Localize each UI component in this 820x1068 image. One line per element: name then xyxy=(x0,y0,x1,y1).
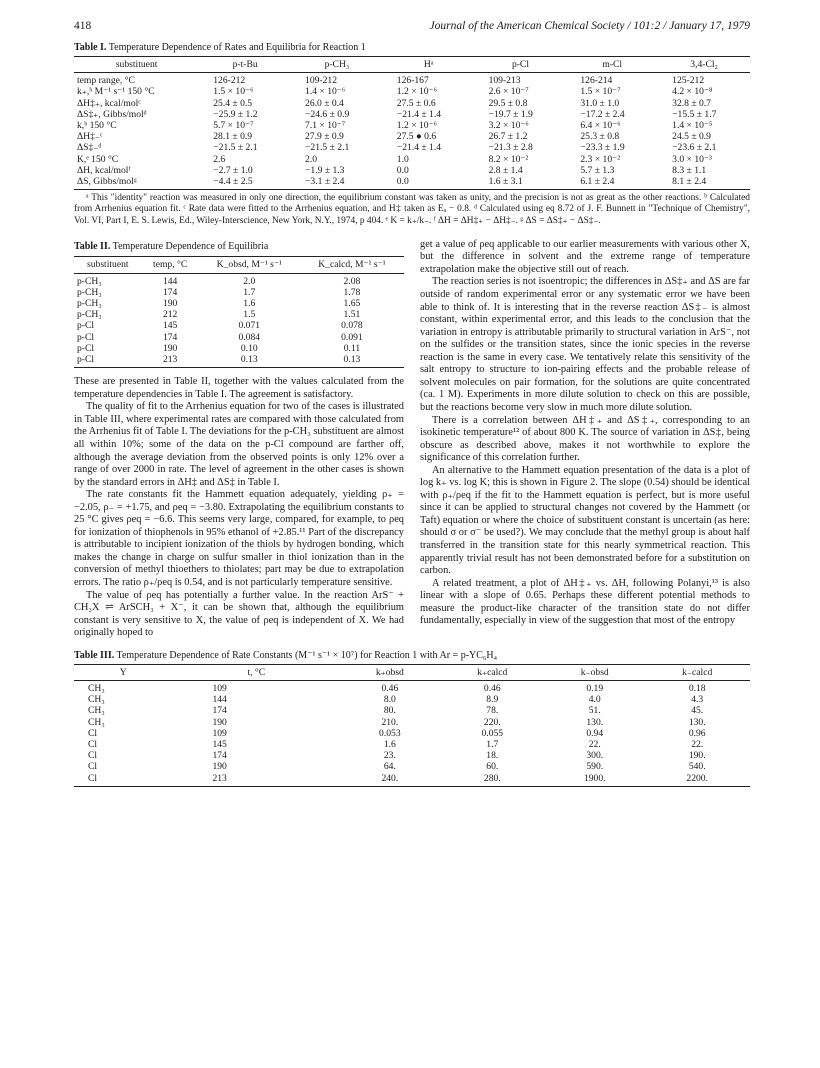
table1-cell: K,ᵉ 150 °C xyxy=(77,153,119,165)
table3-cell: 0.18 xyxy=(688,682,706,694)
table1-cell: 2.0 xyxy=(305,153,318,165)
right-column xyxy=(420,239,750,640)
table2-cell: 0.13 xyxy=(300,354,404,368)
table2-caption xyxy=(74,241,404,254)
table2-row xyxy=(74,287,404,298)
table3-cell: Cl xyxy=(74,773,172,787)
table1-cell: 1.4 × 10⁻⁵ xyxy=(672,120,713,132)
table2-row xyxy=(74,309,404,320)
table3-title: Temperature Dependence of Rate Constants (M⁻¹ s⁻¹ × 10⁷) for Reaction 1 with Ar = p-YC₆H₄ xyxy=(116,649,498,661)
table3-cell: 145 xyxy=(212,738,227,750)
table1-column-header: substituent xyxy=(74,57,199,73)
table1-cell: 4.2 × 10⁻⁸ xyxy=(672,86,713,98)
table1-cell: 8.1 ± 2.4 xyxy=(658,176,750,190)
table1-footnote: ᵃ This "identity" reaction was measured in only one direction, the equilibrium constant was taken as unity, and the precision is not as great as the other reactions. ᵇ Calculated from Arrhenius equation fit. ᶜ Rate data were fitted to the Arrhenius equation, and H‡ taken as Eₐ − 0.8. ᵈ Calculated using eq 8.72 of J. F. Bunnett in "Technique of Chemistry", Vol. VI, Part I, E. S. Lewis, Ed., Wiley-Interscience, New York, N.Y., 1974, p 404. ᵉ K = k₊/k₋. ᶠ ΔH = ΔH‡₊ − ΔH‡₋. ᵍ ΔS = ΔS‡₊ − ΔS‡₋. xyxy=(74,193,750,226)
table1-cell: 1.2 × 10⁻⁶ xyxy=(396,120,437,132)
table3-cell: 1.7 xyxy=(486,738,499,750)
table3-cell: 210. xyxy=(381,716,399,728)
table3-cell: 190 xyxy=(212,716,227,728)
table3-label: Table III. xyxy=(74,649,115,661)
table1-cell: k₊,ᵇ M⁻¹ s⁻¹ 150 °C xyxy=(77,86,155,98)
table3-row xyxy=(74,750,750,761)
table1-cell: −2.7 ± 1.0 xyxy=(213,164,253,176)
table3-column-header: Y xyxy=(74,664,172,680)
table3-cell: 8.0 xyxy=(383,694,396,706)
table1-cell: 3.2 × 10⁻⁶ xyxy=(488,120,529,132)
table1-cell: 26.0 ± 0.4 xyxy=(305,97,344,109)
table3-cell: 130. xyxy=(586,716,604,728)
table2-cell: 174 xyxy=(162,331,178,343)
table3-caption xyxy=(74,650,750,661)
table1-cell: 27.5 ● 0.6 xyxy=(396,131,437,143)
table1-cell: 3.0 × 10⁻³ xyxy=(672,153,712,165)
paragraph: There is a correlation between ΔH‡₊ and ΔS‡₊, corresponding to an isokinetic temperature¹² of about 800 K. The source of variation in ΔS‡, being obscure as described above, makes it not worthwhile to explore the significance of this correlation further. xyxy=(420,414,750,464)
table2-cell: 0.071 xyxy=(238,320,261,332)
table3-cell: CH₃ xyxy=(88,705,105,717)
table2-title: Temperature Dependence of Equilibria xyxy=(112,240,269,252)
table2-cell: 1.78 xyxy=(343,286,361,298)
table1-row xyxy=(74,86,750,97)
table1-row xyxy=(74,98,750,109)
paragraph: The value of ρeq has potentially a further value. In the reaction ArS⁻ + CH₃X ⇌ ArSCH₃ + X⁻, it can be shown that, although the equilibrium constant is very sensitive to X, the value of ρeq is independent of X. We had originally hoped to xyxy=(74,589,404,639)
table1-cell: −21.4 ± 1.4 xyxy=(396,108,442,120)
table3-block xyxy=(74,650,750,787)
table3-cell: Cl xyxy=(88,750,98,762)
table3-cell: 130. xyxy=(688,716,706,728)
table1-column-header: p-CH₃ xyxy=(291,57,383,73)
table1-cell: 26.7 ± 1.2 xyxy=(488,131,528,143)
table1-cell: 29.5 ± 0.8 xyxy=(488,97,528,109)
table1-cell: −21.5 ± 2.1 xyxy=(305,142,350,154)
table2-cell: 1.7 xyxy=(243,286,256,298)
table1-cell: 25.3 ± 0.8 xyxy=(580,131,620,143)
table3-row xyxy=(74,680,750,694)
table1-caption xyxy=(74,42,750,53)
table1-cell: −4.4 ± 2.5 xyxy=(199,176,291,190)
table2-row xyxy=(74,320,404,331)
paragraph: The rate constants fit the Hammett equation adequately, yielding ρ₊ = −2.05, ρ₋ = +1.75, and ρeq = −3.80. Extrapolating the equilibrium constants to 25 °C gives ρeq = −6.6. This seems very large, compared, for example, to ρeq for ionization of thiophenols in 95% ethanol of +2.85.¹¹ Part of the discrepancy is attributable to incipient ionization of the thiols by hydrogen bonding, which makes the change in charge on sulfur smaller in thiol ionization than in the conversion of methyl thioethers to thiolates; part may be due to extrapolation errors. The ratio ρ₊/ρeq is 0.54, and is not particularly temperature sensitive. xyxy=(74,489,404,588)
table1-cell: 2.3 × 10⁻² xyxy=(580,153,621,165)
page-number: 418 xyxy=(74,20,92,32)
table1 xyxy=(74,56,750,190)
table3-cell: 300. xyxy=(586,750,604,762)
table1-cell: ΔH‡₊, kcal/molᶜ xyxy=(77,97,141,109)
table1-row xyxy=(74,176,750,190)
table2-cell: 1.5 xyxy=(243,309,256,321)
table3-cell: 22. xyxy=(691,738,704,750)
table2-cell: 2.08 xyxy=(343,275,361,287)
table1-cell: −23.3 ± 1.9 xyxy=(580,142,625,154)
table1-cell: 31.0 ± 1.0 xyxy=(580,97,620,109)
table3-column-header: k₋calcd xyxy=(644,664,750,680)
table3-cell: 23. xyxy=(383,750,396,762)
table1-cell: 126-212 xyxy=(213,75,246,87)
table1-cell: 2.8 ± 1.4 xyxy=(488,164,523,176)
table1-cell: 0.0 xyxy=(383,176,475,190)
table1-cell: −17.2 ± 2.4 xyxy=(580,108,625,120)
table3-cell: Cl xyxy=(88,761,98,773)
table3-cell: 220. xyxy=(483,716,501,728)
table3-cell: CH₃ xyxy=(88,682,105,694)
table2-column-header: K_calcd, M⁻¹ s⁻¹ xyxy=(300,257,404,273)
table1-cell: −21.5 ± 2.1 xyxy=(213,142,258,154)
table1-cell: 1.5 × 10⁻⁶ xyxy=(213,86,254,98)
table1-row xyxy=(74,73,750,87)
paragraph: These are presented in Table II, together with the values calculated from the temperature dependencies in Table I. The agreement is satisfactory. xyxy=(74,376,404,400)
table3-column-header: k₊obsd xyxy=(340,664,439,680)
table3-cell: 0.96 xyxy=(688,727,706,739)
table2-cell: 1.65 xyxy=(343,298,361,309)
table1-cell: −3.1 ± 2.4 xyxy=(291,176,383,190)
table3-cell: 18. xyxy=(486,750,499,762)
table3-row xyxy=(74,728,750,739)
table2-cell: 213 xyxy=(142,354,199,368)
table3-cell: 51. xyxy=(588,705,601,717)
table3-cell: 190. xyxy=(688,750,706,762)
table2-cell: 2.0 xyxy=(243,275,256,287)
left-column xyxy=(74,239,404,640)
table2-cell: 212 xyxy=(162,309,178,321)
table1-cell: −19.7 ± 1.9 xyxy=(488,108,533,120)
table3-cell: 1.6 xyxy=(383,738,396,750)
table1-cell: 1.5 × 10⁻⁷ xyxy=(580,86,621,98)
table3-cell: 80. xyxy=(383,705,396,717)
table3-row xyxy=(74,739,750,750)
table3-cell: 0.055 xyxy=(481,727,504,739)
table3 xyxy=(74,664,750,787)
table3-cell: 213 xyxy=(172,773,340,787)
table1-column-header: p-t-Bu xyxy=(199,57,291,73)
table3-header-row xyxy=(74,664,750,680)
table1-header-row xyxy=(74,57,750,73)
table3-cell: 0.053 xyxy=(379,727,401,739)
table2-cell: 145 xyxy=(162,320,178,332)
table1-cell: ΔS, Gibbs/molᵍ xyxy=(74,176,199,190)
table1-cell: temp range, °C xyxy=(77,75,135,87)
table3-cell: 109 xyxy=(212,682,227,694)
table1-column-header: Hᵃ xyxy=(383,57,475,73)
table1-cell: 6.4 × 10⁻⁶ xyxy=(580,120,621,132)
table3-cell: 60. xyxy=(486,761,499,773)
table2 xyxy=(74,256,404,368)
table1-cell: 2.6 xyxy=(213,153,226,165)
journal-citation: Journal of the American Chemical Society / 101:2 / January 17, 1979 xyxy=(429,20,750,32)
table1-row xyxy=(74,109,750,120)
table2-cell: 190 xyxy=(162,342,178,354)
table1-column-header: m-Cl xyxy=(566,57,658,73)
table3-cell: 174 xyxy=(212,705,227,717)
table1-cell: −24.6 ± 0.9 xyxy=(305,108,350,120)
table2-body xyxy=(74,273,404,368)
table2-cell: 0.11 xyxy=(343,342,361,354)
table3-row xyxy=(74,761,750,772)
table3-cell: CH₃ xyxy=(88,694,105,706)
table1-cell: 8.2 × 10⁻² xyxy=(488,153,529,165)
table1-cell: ΔS‡₋ᵈ xyxy=(77,142,102,154)
body-columns xyxy=(74,239,750,640)
table1-cell: 1.0 xyxy=(396,153,409,165)
table1-cell: 6.1 ± 2.4 xyxy=(566,176,658,190)
paragraph: The quality of fit to the Arrhenius equation for two of the cases is illustrated in Table III, where experimental rates are compared with those calculated from the Arrhenius fit of Table I. The deviations for the p-CH₃ substituent are almost all within 10%; some of the data on the p-Cl compound are farther off, although the average deviation from the observed points is only 12% over a range of over 2000 in rate. The level of agreement in the other cases is shown by the standard errors in ΔH‡ and ΔS‡ in Table I. xyxy=(74,401,404,488)
table3-cell: 590. xyxy=(586,761,604,773)
right-column-text xyxy=(420,239,750,628)
table1-cell: 1.6 ± 3.1 xyxy=(475,176,567,190)
table1-cell: −25.9 ± 1.2 xyxy=(213,108,258,120)
table3-cell: 0.46 xyxy=(483,682,501,694)
table1-cell: 2.6 × 10⁻⁷ xyxy=(488,86,529,98)
table2-label: Table II. xyxy=(74,240,111,252)
table3-column-header: t, °C xyxy=(172,664,340,680)
table1-cell: −15.5 ± 1.7 xyxy=(672,108,717,120)
table3-cell: 78. xyxy=(486,705,499,717)
table1-cell: 7.1 × 10⁻⁷ xyxy=(305,120,346,132)
table3-row xyxy=(74,717,750,728)
table1-title: Temperature Dependence of Rates and Equilibria for Reaction 1 xyxy=(108,42,366,53)
table3-body xyxy=(74,680,750,786)
table3-cell: 0.94 xyxy=(586,727,604,739)
table1-cell: 27.9 ± 0.9 xyxy=(305,131,344,143)
table1-cell: ΔH‡₋ᶜ xyxy=(77,131,103,143)
table1-cell: 32.8 ± 0.7 xyxy=(672,97,711,109)
table1-row xyxy=(74,131,750,142)
table1-cell: 25.4 ± 0.5 xyxy=(213,97,253,109)
left-column-text xyxy=(74,376,404,639)
table1-row xyxy=(74,142,750,153)
table1-cell: 28.1 ± 0.9 xyxy=(213,131,253,143)
table1-cell: ΔH, kcal/molᶠ xyxy=(77,164,131,176)
table1-row xyxy=(74,154,750,165)
table2-cell: 1.6 xyxy=(243,298,256,309)
table1-row xyxy=(74,120,750,131)
table2-row xyxy=(74,343,404,354)
table2-cell: p-CH₃ xyxy=(77,298,102,309)
table1-cell: 24.5 ± 0.9 xyxy=(672,131,711,143)
table3-column-header: k₋obsd xyxy=(545,664,644,680)
table2-row xyxy=(74,354,404,368)
table1-cell: 126-214 xyxy=(580,75,613,87)
table1-label: Table I. xyxy=(74,42,107,53)
table3-cell: 64. xyxy=(383,761,396,773)
table3-cell: 1900. xyxy=(545,773,644,787)
table1-row xyxy=(74,165,750,176)
journal-page xyxy=(74,20,750,787)
table3-cell: 109 xyxy=(212,727,227,739)
table3-cell: 240. xyxy=(340,773,439,787)
table3-cell: CH₃ xyxy=(88,716,105,728)
table2-cell: p-CH₃ xyxy=(77,275,102,287)
table1-body xyxy=(74,73,750,190)
table2-cell: 174 xyxy=(162,286,178,298)
table2-cell: p-Cl xyxy=(77,320,95,332)
paragraph: A related treatment, a plot of ΔH‡₊ vs. ΔH, following Polanyi,¹³ is also linear with a slope of 0.65. Perhaps these different potential methods to measure the product-like character of the transition state do not differ fundamentally, especially in view of the suggestion that most of the entropy xyxy=(420,577,750,627)
table1-cell: −21.4 ± 1.4 xyxy=(396,142,442,154)
table2-row xyxy=(74,298,404,309)
paragraph: get a value of ρeq applicable to our earlier measurements with various other X, but the difference in solvent and the extreme range of temperature extrapolation make the objective still out of reach. xyxy=(420,238,750,275)
table3-cell: Cl xyxy=(88,738,98,750)
table3-cell: 45. xyxy=(691,705,704,717)
table1-column-header: 3,4-Cl₂ xyxy=(658,57,750,73)
table3-cell: 280. xyxy=(440,773,546,787)
table2-cell: p-CH₃ xyxy=(77,309,102,321)
table3-cell: 174 xyxy=(212,750,227,762)
table1-cell: 8.3 ± 1.1 xyxy=(672,164,707,176)
table3-cell: 540. xyxy=(688,761,706,773)
table1-cell: 1.2 × 10⁻⁶ xyxy=(396,86,437,98)
table3-cell: 22. xyxy=(588,738,601,750)
table1-cell: 126-167 xyxy=(396,75,429,87)
table3-row xyxy=(74,694,750,705)
paragraph: An alternative to the Hammett equation presentation of the data is a plot of log k₊ vs. log K; this is shown in Figure 2. The slope (0.54) should be identical with ρ₊/ρeq if the fit to the Hammett equation is perfect, but is more useful since it can be applied to structural changes not covered by the Hammett (or Taft) equation or where the choice of substituent constant is uncertain (as here: should σ or σ⁻ be used?). We may conclude that the methyl group is about half transferred in the transition state for this nearly symmetrical reaction. This apparently trivial result has not been demonstrated before for a substitution on carbon. xyxy=(420,464,750,577)
table3-cell: 8.9 xyxy=(486,694,499,706)
table2-cell: p-Cl xyxy=(74,354,142,368)
table1-cell: 5.7 ± 1.3 xyxy=(580,164,615,176)
table2-row xyxy=(74,273,404,287)
table1-cell: −1.9 ± 1.3 xyxy=(305,164,345,176)
table2-cell: 144 xyxy=(162,275,178,287)
table3-row xyxy=(74,705,750,716)
table3-cell: Cl xyxy=(88,727,98,739)
table1-cell: 27.5 ± 0.6 xyxy=(396,97,436,109)
table1-cell: −21.3 ± 2.8 xyxy=(488,142,533,154)
table2-header-row xyxy=(74,257,404,273)
table2-cell: 0.078 xyxy=(341,320,363,332)
table2-cell: 0.13 xyxy=(199,354,300,368)
table2-cell: p-Cl xyxy=(77,342,95,354)
table1-cell: 109-213 xyxy=(488,75,521,87)
table3-cell: 0.19 xyxy=(586,682,604,694)
table3-column-header: k₊calcd xyxy=(440,664,546,680)
table2-cell: p-CH₃ xyxy=(77,286,102,298)
table2-cell: 0.091 xyxy=(341,331,363,343)
table1-cell: 1.4 × 10⁻⁶ xyxy=(305,86,346,98)
table3-cell: 4.0 xyxy=(588,694,601,706)
table3-row xyxy=(74,773,750,787)
table2-column-header: temp, °C xyxy=(142,257,199,273)
table2-cell: 190 xyxy=(162,298,178,309)
table3-cell: 144 xyxy=(212,694,227,706)
table3-cell: 190 xyxy=(212,761,227,773)
table1-cell: k,ᵇ 150 °C xyxy=(77,120,117,132)
table3-cell: 0.46 xyxy=(381,682,399,694)
table1-cell: 125-212 xyxy=(672,75,705,87)
paragraph: The reaction series is not isoentropic; the differences in ΔS‡₊ and ΔS are far outside of random experimental error or any systematic error we have been able to think of. It is interesting that in the reverse reaction ΔS‡₋ is almost constant, within experimental error, and this leads to the conclusion that the variation in entropy is attributable primarily to structural variation in ArS⁻, not on the sulfides or the transition states, since the ionic species in the reverse reaction is the same in every case. We tentatively relate this sensitivity of the salt entropy to structure to ion-pairing effects and the probable release of solvent molecules on pair formation, for the solutions are quite concentrated (ca. 1 M). Experiments in more dilute solution to check on this are possible, but the reactions become very slow in much more dilute solution. xyxy=(420,276,750,413)
table2-row xyxy=(74,332,404,343)
table2-column-header: substituent xyxy=(74,257,142,273)
table2-cell: p-Cl xyxy=(77,331,95,343)
table1-cell: 0.0 xyxy=(396,164,409,176)
table1-cell: 5.7 × 10⁻⁷ xyxy=(213,120,254,132)
table1-cell: 109-212 xyxy=(305,75,337,87)
table1-cell: ΔS‡₊, Gibbs/molᵈ xyxy=(77,108,147,120)
table2-cell: 1.51 xyxy=(343,309,361,321)
table2-column-header: K_obsd, M⁻¹ s⁻¹ xyxy=(199,257,300,273)
running-head xyxy=(74,20,750,32)
table1-column-header: p-Cl xyxy=(475,57,567,73)
table3-cell: 2200. xyxy=(644,773,750,787)
table3-cell: 4.3 xyxy=(691,694,704,706)
table2-cell: 0.084 xyxy=(238,331,261,343)
table1-cell: −23.6 ± 2.1 xyxy=(672,142,717,154)
table2-cell: 0.10 xyxy=(240,342,258,354)
